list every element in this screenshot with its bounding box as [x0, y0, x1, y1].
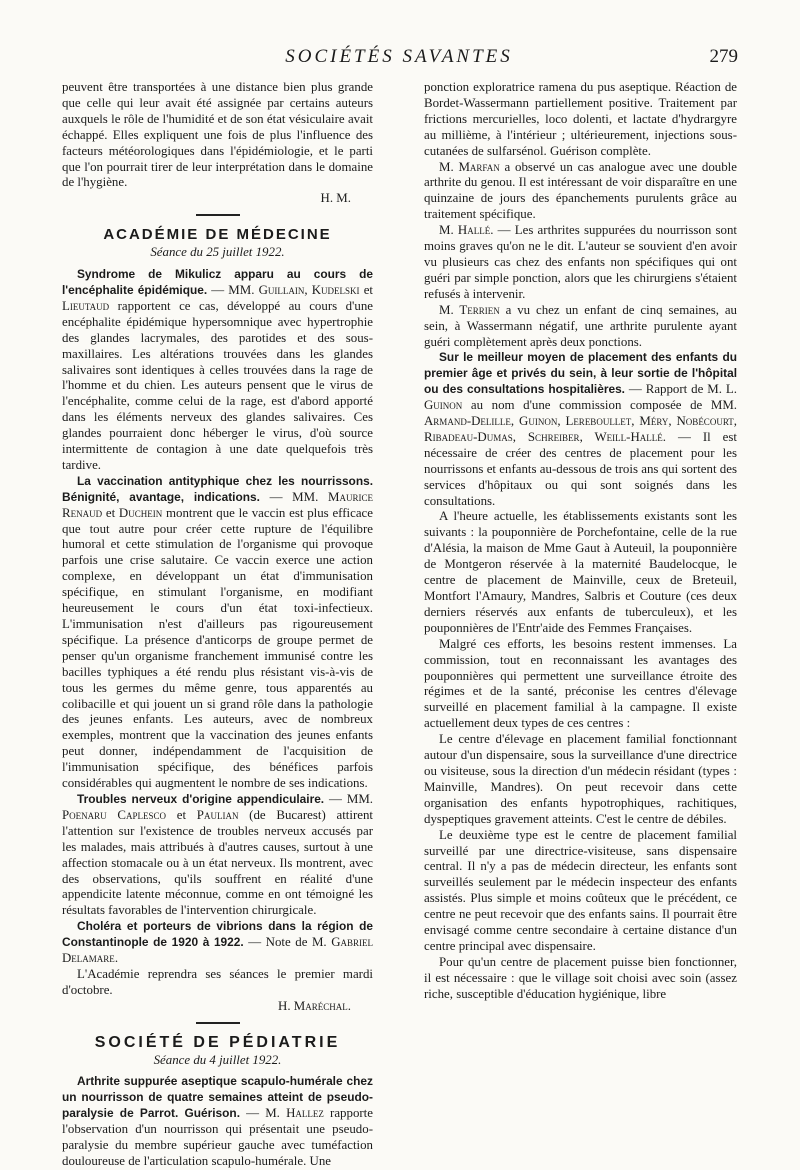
article-title: Sur le meilleur moyen de placement des enfants du premier âge et privés du sein, à leur sortie de l'hôpital ou des consultations hospitalières.	[424, 350, 737, 397]
article-body: rapporte l'observation d'un nourrisson qui présentait une pseudo-paralysie du membre supérieur gauche avec tuméfaction douloureuse de l'articulation scapulo-humérale. Une	[62, 1106, 373, 1168]
article-troubles-nerveux: Troubles nerveux d'origine appendiculaire. — MM. Poenaru Caplesco et Paulian (de Bucarest) attirent l'attention sur l'existence de troubles nerveux accusés par les malades, mais attribués à d'autres causes, surtout à une affection stomacale ou à un état nerveux. Ils montrent, avec des observations, qu'ils souffrent en réalité d'une appendicite latente méconnue, comme en ont témoigné les résultats favorables de l'intervention chirurgicale.	[62, 791, 374, 918]
continued-paragraph: ponction exploratrice ramena du pus aseptique. Réaction de Bordet-Wassermann partiellement positive. Traitement par frictions mercurielles, loco dolenti, et lactate d'hydrargyre au millième, à l'intérieur ; ultérieurement, injections sous-cutanées de sulfarsénol. Guérison complète.	[424, 80, 737, 158]
paragraph-marfan: M. Marfan a observé un cas analogue avec une double arthrite du genou. Il est intéressant de voir disparaître en une quinzaine de jours des épanchements purulents grâce au traitement spécifique.	[424, 159, 737, 222]
speaker: M. Marfan	[439, 159, 500, 174]
article-authors: Poenaru Caplesco	[62, 807, 167, 822]
academie-seance: Séance du 25 juillet 1922.	[150, 245, 285, 260]
article-mikulicz: Syndrome de Mikulicz apparu au cours de l'encéphalite épidémique. — MM. Guillain, Kudelski et Lieutaud rapportent ce cas, développé au cours d'une encéphalite épidémique hypersomnique avec hypertrophie des glandes lacrymales, des parotides et des sous-maxillaires. Les altérations trouvées dans les glandes salivaires sont identiques à celles trouvées dans la rage de l'homme et du chien. Les auteurs pensent que le virus de l'encéphalite, comme celui de la rage, est d'abord apporté dans les éléments nerveux des glandes salivaires. Ces glandes pourraient donc héberger le virus, d'où source intermittente de contagion à une date quelquefois très tardive.	[62, 267, 373, 472]
intro-signature-line	[62, 191, 373, 207]
commission-members: Armand-Delille, Guinon, Lereboullet, Méry, Nobécourt, Ribadeau-Dumas, Schreiber, Weill-Hallé.	[424, 414, 737, 444]
article-author: Duchein	[118, 505, 163, 520]
article-author: Paulian	[196, 807, 239, 822]
section-divider	[196, 1022, 240, 1024]
running-head	[60, 44, 738, 74]
paragraph-etablissements: A l'heure actuelle, les établissements existants sont les suivants : la pouponnière de Porchefontaine, celle de la rue d'Alésia, la maison de Mme Gaut à Auteuil, la pouponnière de Montgeron réservée à la maternité Baudelocque, le centre de placement de Mainville, ceux de Breteuil, Montfort l'Amaury, Mandres, Salbris et Couture (ces deux derniers réservés aux enfants de tuberculeux), et les pouponnières de l'Entr'aide des Femmes Françaises.	[424, 509, 737, 635]
closing-signature-line	[62, 999, 373, 1015]
article-title: Choléra et porteurs de vibrions dans la région de Constantinople de 1920 à 1922.	[62, 919, 373, 950]
closing-signature: H. Maréchal.	[278, 998, 351, 1013]
academie-heading: ACADÉMIE DE MÉDECINE	[103, 226, 332, 244]
speaker: M. Terrien	[439, 302, 500, 317]
article-body: rapportent ce cas, développé au cours d'une encéphalite épidémique hypersomnique avec hypertrophie des glandes lacrymales, des parotides et des sous-maxillaires. Les altérations trouvées dans les glandes salivaires sont identiques à celles trouvées dans la rage de l'homme et du chien. Les auteurs pensent que le virus de l'encéphalite, comme celui de la rage, est d'abord apporté dans les éléments nerveux des glandes salivaires. Ces glandes pourraient donc héberger le virus, d'où source intermittente de contagion à une date quelquefois très tardive.	[62, 298, 373, 472]
article-placement: Sur le meilleur moyen de placement des enfants du premier âge et privés du sein, à leur sortie de l'hôpital ou des consultations hospitalières. — Rapport de M. L. Guinon au nom d'une commission composée de MM. Armand-Delille, Guinon, Lereboullet, Méry, Nobécourt, Ribadeau-Dumas, Schreiber, Weill-Hallé. — Il est nécessaire de créer des centres de placement pour les nourrissons et enfants au-dessous de trois ans qui sortent des services d'hôpitaux ou qui sont soignés dans les consultations.	[424, 350, 737, 508]
paragraph-terrien: M. Terrien a vu chez un enfant de cinq semaines, au sein, à Wassermann négatif, une arthrite purulente ayant guéri complètement après deux ponctions.	[424, 302, 738, 349]
paragraph-conditions: Pour qu'un centre de placement puisse bien fonctionner, il est nécessaire : que le village soit choisi avec soin (assez riche, susceptible d'éducation hygiénique, libre	[424, 954, 737, 1001]
article-title: Troubles nerveux d'origine appendiculaire.	[77, 791, 325, 806]
article-vaccination: La vaccination antityphique chez les nourrissons. Bénignité, avantage, indications. — MM. Maurice Renaud et Duchein montrent que le vaccin est plus efficace que tout autre pour créer cette rupture de l'équilibre humoral et cette stimulation de l'organisme qui provoque parfois une crise salutaire. Ce vaccin exerce une action complexe, en développant un état d'immunisation spécifique, en stimulant l'organisme, en modifiant heureusement le cours d'un état toxi-infectieux. L'immunisation n'est d'ailleurs pas rigoureusement spécifique. La présence d'anticorps de groupe permet de penser qu'un organisme franchement immunisé contre les bacilles typhiques a été rendu plus résistant vis-à-vis de tous les germes du même genre, tous apparentés au colibacille et qui jouent un si grand rôle dans la pathologie des jeunes enfants. Les auteurs, avec de nombreux exemples, montrent que la vaccination des jeunes enfants peut donner, indépendamment de l'acquisition de l'immunisation spécifique, des bénéfices parfois considérables qui augmentent le nombre de ses indications.	[62, 473, 374, 791]
left-column	[62, 80, 373, 1170]
article-author: Lieutaud	[62, 298, 110, 313]
article-arthrite: Arthrite suppurée aseptique scapulo-humérale chez un nourrisson de quatre semaines atteint de pseudo-paralysie de Parrot. Guérison. — M. Hallez rapporte l'observation d'un nourrisson qui présentait une pseudo-paralysie du membre supérieur gauche avec tuméfaction douloureuse de l'articulation scapulo-humérale. Une	[62, 1074, 373, 1168]
article-cholera: Choléra et porteurs de vibrions dans la région de Constantinople de 1920 à 1922. — Note de M. Gabriel Delamare.	[62, 919, 373, 966]
paragraph-type-2: Le deuxième type est le centre de placement familial surveillé par une directrice-visiteuse, sans dispensaire central. Il n'y a pas de médecin directeur, les enfants sont surveillés seulement par le médecin inspecteur des enfants assistés. Plus simple et moins coûteux que le précédent, ce centre ne peut recevoir que des enfants sains. Il pourrait être envisagé comme centre secondaire à certaine distance d'un centre principal avec dispensaire.	[424, 827, 737, 953]
intro-paragraph: peuvent être transportées à une distance bien plus grande que celle qui leur avait été assignée par certains auteurs auxquels le rôle de l'humidité et de son état vésiculaire avait échappé. Elles expliquent une fois de plus l'influence des facteurs météorologiques dans l'épidémiologie, et le parti que l'on pourrait tirer de leur interprétation dans le domaine de l'hygiène.	[62, 80, 373, 190]
paragraph-commission: Malgré ces efforts, les besoins restent immenses. La commission, tout en reconnaissant les avantages des pouponnières qui permettent une surveillance étroite des régimes et de la santé, préconise les centres d'élevage surveillé en placement familial à la campagne. Il existe actuellement deux types de ces centres :	[424, 636, 737, 731]
paragraph-halle: M. Hallé. — Les arthrites suppurées du nourrisson sont moins graves qu'on ne le dit. L'auteur se souvient d'en avoir vu plusieurs cas chez des enfants non spécifiques qui ont guéri par simple ponction, alors que les chirurgiens s'étaient refusés à intervenir.	[424, 223, 737, 301]
article-title: Arthrite suppurée aseptique scapulo-humérale chez un nourrisson de quatre semaines atteint de pseudo-paralysie de Parrot. Guérison.	[62, 1074, 373, 1121]
intro-signature: H. M.	[320, 191, 351, 206]
article-author: Gabriel Delamare	[62, 935, 373, 966]
page-number: 279	[709, 46, 738, 67]
article-author: L. Guinon	[424, 382, 737, 413]
article-title: Syndrome de Mikulicz apparu au cours de l'encéphalite épidémique.	[62, 267, 373, 297]
article-body: montrent que le vaccin est plus efficace que tout autre pour créer cette rupture de l'équilibre humoral et cette stimulation de l'organisme qui provoque parfois une crise salutaire. Ce vaccin exerce une action complexe, en développant un état d'immunisation spécifique, en stimulant l'organisme, en modifiant heureusement le cours d'un état toxi-infectieux. L'immunisation n'est d'ailleurs pas rigoureusement spécifique. La présence d'anticorps de groupe permet de penser qu'un organisme franchement immunisé contre les bacilles typhiques a été rendu plus résistant vis-à-vis de tous les germes du même genre, tous apparentés au colibacille et qui jouent un si grand rôle dans la pathologie des jeunes enfants. Les auteurs, avec de nombreux exemples, montrent que la vaccination des jeunes enfants peut donner, indépendamment de l'acquisition de l'immunisation spécifique, des bénéfices parfois considérables qui augmentent le nombre de ses indications.	[62, 505, 374, 791]
pediatrie-seance: Séance du 4 juillet 1922.	[153, 1052, 282, 1067]
article-body: — Il est nécessaire de créer des centres de placement pour les nourrissons et enfants au-dessous de trois ans qui sortent des services d'hôpitaux ou qui sont soignés dans les consultations.	[424, 429, 737, 508]
speaker: M. Hallé.	[439, 223, 494, 238]
right-column	[424, 80, 737, 1003]
pediatrie-heading: SOCIÉTÉ DE PÉDIATRIE	[94, 1033, 341, 1051]
paragraph-type-1: Le centre d'élevage en placement familial fonctionnant autour d'un dispensaire, sous la surveillance d'une directrice ou visiteuse, sous la direction d'un médecin résidant (types : Mainville, Mandres). On peut recevoir dans cette organisation des enfants hypotrophiques, rachitiques, dyspeptiques gravement atteints. C'est le centre de débiles.	[424, 732, 737, 826]
article-author: Hallez	[286, 1106, 324, 1121]
running-title: SOCIÉTÉS SAVANTES	[285, 46, 513, 67]
article-authors: Guillain, Kudelski	[258, 282, 360, 297]
article-authors: Maurice Renaud	[62, 489, 373, 520]
section-divider	[196, 214, 240, 216]
article-title: La vaccination antityphique chez les nourrissons. Bénignité, avantage, indications.	[62, 473, 373, 504]
article-body: (de Bucarest) attirent l'attention sur l'existence de troubles nerveux accusés par les malades, mais attribués à d'autres causes, surtout à une affection stomacale ou à un état nerveux. Ils montrent, avec des observations, qu'ils souffrent en réalité d'une appendicite latente méconnue, comme en ont témoigné les résultats favorables de l'intervention chirurgicale.	[62, 807, 374, 918]
closing-paragraph: L'Académie reprendra ses séances le premier mardi d'octobre.	[62, 966, 373, 997]
